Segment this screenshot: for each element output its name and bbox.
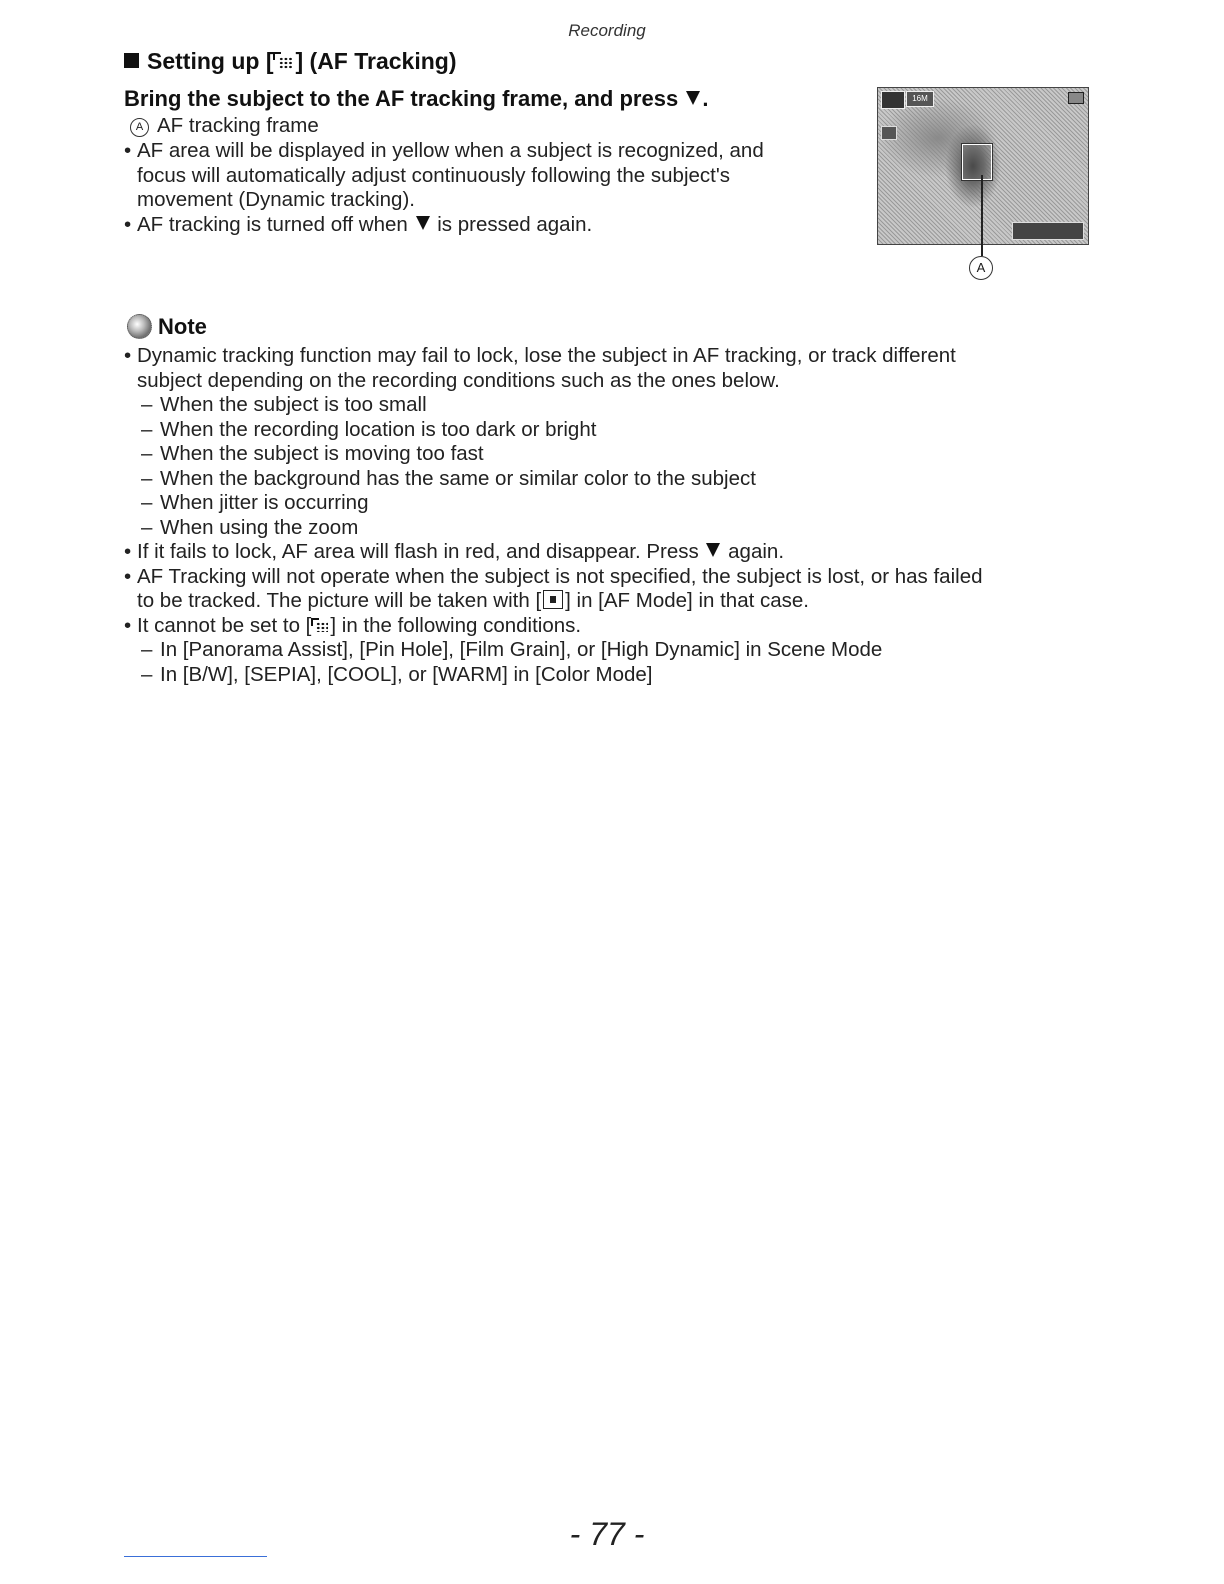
camera-mode-icon [881, 91, 905, 109]
condition-item: – When jitter is occurring [141, 491, 369, 514]
restriction-item: – In [B/W], [SEPIA], [COOL], or [WARM] in [Color Mode] [141, 662, 653, 686]
af-tracking-icon [273, 52, 295, 71]
note-list [124, 344, 983, 687]
restriction-item: – In [Panorama Assist], [Pin Hole], [Film Grain], or [High Dynamic] in Scene Mode [141, 638, 883, 661]
down-arrow-icon [686, 91, 700, 105]
list-item: • It cannot be set to [ ] in the following conditions. [124, 613, 582, 637]
note-icon [127, 314, 152, 339]
down-arrow-icon [706, 543, 720, 557]
af-tracking-icon [311, 618, 330, 634]
list-item-cont: focus will automatically adjust continuously following the subject's [137, 163, 731, 187]
square-bullet-icon [124, 53, 139, 68]
callout-legend: A AF tracking frame [130, 114, 319, 139]
section-label: Recording [568, 21, 646, 40]
list-item-cont: to be tracked. The picture will be taken with [ ] in [AF Mode] in that case. [137, 589, 809, 612]
list-item: • Dynamic tracking function may fail to lock, lose the subject in AF tracking, or track different [124, 344, 956, 367]
list-item: • If it fails to lock, AF area will flash in red, and disappear. Press again. [124, 540, 785, 563]
callout-marker-a: A [969, 256, 993, 280]
condition-item: – When using the zoom [141, 515, 359, 539]
picture-size-icon: 16M [906, 91, 934, 107]
list-item-cont: movement (Dynamic tracking). [137, 188, 415, 211]
section-heading: Setting up [ ] (AF Tracking) [124, 48, 457, 75]
note-heading: Note [127, 314, 207, 340]
camera-lcd-illustration [877, 87, 1089, 245]
condition-item: – When the subject is too small [141, 393, 427, 416]
instruction-heading: Bring the subject to the AF tracking frame, and press . [124, 86, 709, 111]
list-item-cont: subject depending on the recording conditions such as the ones below. [137, 368, 780, 392]
footer-rule [124, 1556, 267, 1557]
list-item: • AF area will be displayed in yellow when a subject is recognized, and [124, 139, 764, 162]
instruction-list [124, 139, 764, 237]
list-item: • AF tracking is turned off when is pressed again. [124, 212, 593, 236]
quality-icon [881, 126, 897, 140]
af-tracking-frame [962, 144, 992, 180]
condition-item: – When the background has the same or similar color to the subject [141, 466, 756, 490]
battery-icon [1068, 92, 1084, 104]
callout-leader-line [981, 175, 983, 256]
marker-a-icon: A [130, 118, 149, 137]
condition-item: – When the recording location is too dark or bright [141, 417, 597, 441]
list-item: • AF Tracking will not operate when the subject is not specified, the subject is lost, or has failed [124, 564, 983, 588]
page-number: - 77 - [569, 1516, 645, 1552]
af-1-area-icon [543, 590, 563, 609]
condition-item: – When the subject is moving too fast [141, 442, 484, 465]
down-arrow-icon [416, 216, 430, 230]
status-bar-icon [1012, 222, 1084, 240]
